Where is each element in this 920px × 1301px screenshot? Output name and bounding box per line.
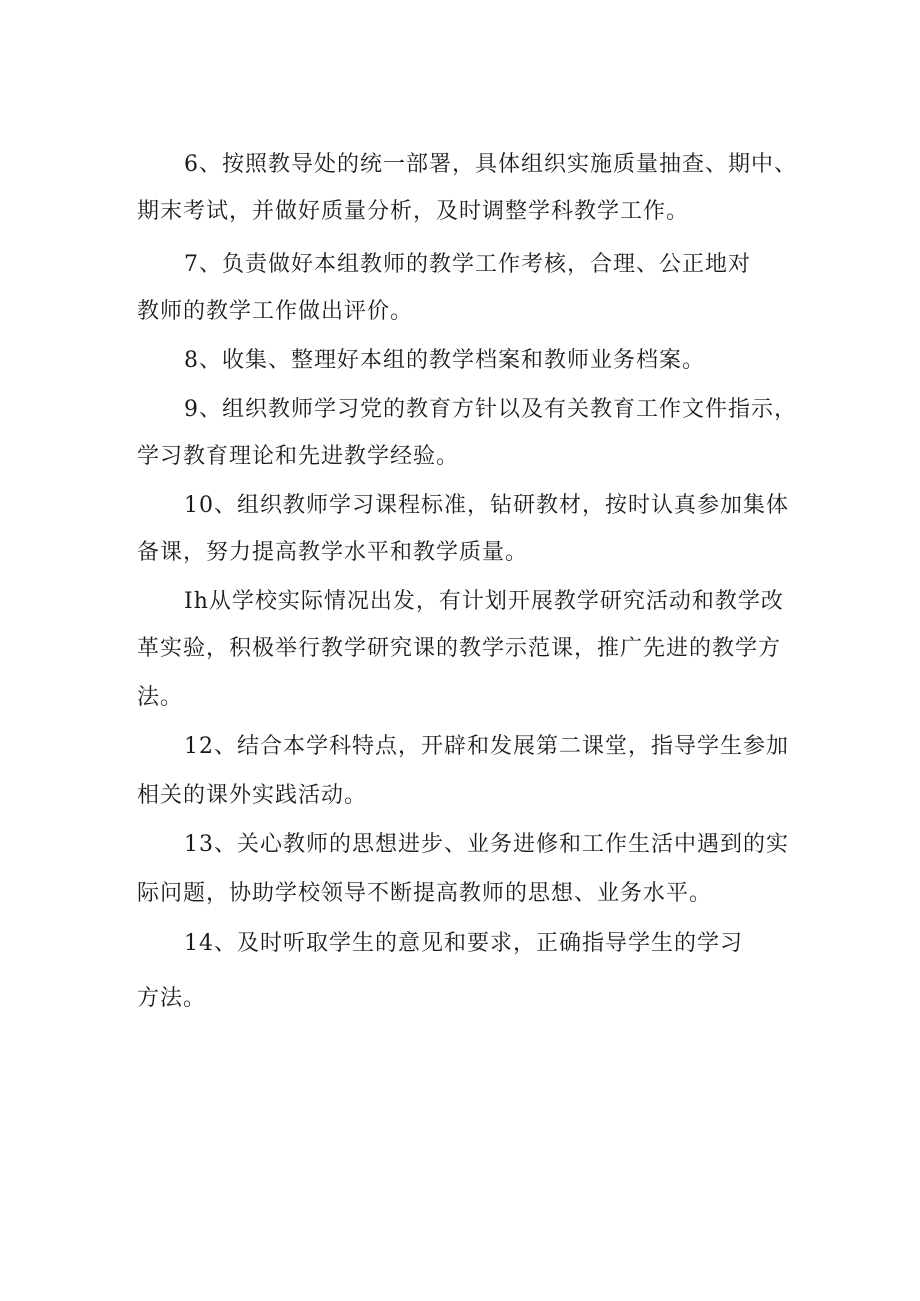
- item-11-line-1: Ih从学校实际情况出发，有计划开展教学研究活动和教学改: [184, 589, 784, 614]
- item-8-line-1: 8、收集、整理好本组的教学档案和教师业务档案。: [184, 348, 705, 373]
- item-9-line-2: 学习教育理论和先进教学经验。: [137, 444, 460, 469]
- item-7-line-1: 7、负责做好本组教师的教学工作考核，合理、公正地对: [184, 252, 751, 277]
- item-11-line-2: 革实验，积极举行教学研究课的教学示范课，推广先进的教学方: [137, 636, 782, 661]
- item-7-line-2: 教师的教学工作做出评价。: [137, 299, 414, 324]
- item-10-line-1: 10、组织教师学习课程标准，钻研教材，按时认真参加集体: [184, 493, 789, 518]
- item-6-line-1: 6、按照教导处的统一部署，具体组织实施质量抽查、期中、: [184, 152, 797, 177]
- item-12-line-2: 相关的课外实践活动。: [137, 783, 368, 808]
- item-9-line-1: 9、组织教师学习党的教育方针以及有关教育工作文件指示，: [184, 397, 797, 422]
- item-6-line-2: 期末考试，并做好质量分析，及时调整学科教学工作。: [137, 199, 690, 224]
- item-13-line-2: 际问题，协助学校领导不断提高教师的思想、业务水平。: [137, 881, 713, 906]
- item-10-line-2: 备课，努力提高教学水平和教学质量。: [137, 540, 529, 565]
- item-14-line-2: 方法。: [137, 986, 207, 1011]
- item-13-line-1: 13、关心教师的思想进步、业务进修和工作生活中遇到的实: [184, 832, 789, 857]
- item-11-line-3: 法。: [137, 685, 184, 710]
- item-12-line-1: 12、结合本学科特点，开辟和发展第二课堂，指导学生参加: [184, 734, 789, 759]
- item-14-line-1: 14、及时听取学生的意见和要求，正确指导学生的学习: [184, 931, 743, 956]
